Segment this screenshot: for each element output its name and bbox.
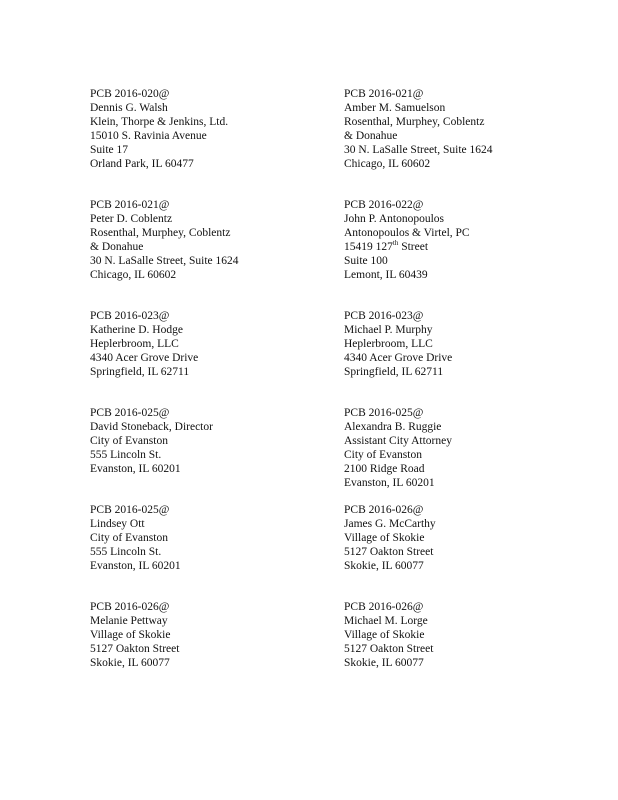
address-block-lorge: [344, 601, 584, 671]
organization: Rosenthal, Murphey, Coblentz: [90, 226, 231, 239]
city-state-zip: Skokie, IL 60077: [344, 559, 424, 572]
organization: Antonopoulos & Virtel, PC: [344, 226, 470, 239]
address-block-murphy: [344, 310, 584, 380]
address-block-hodge: [90, 310, 330, 380]
street-address: 555 Lincoln St.: [90, 448, 162, 461]
street-address: 4340 Acer Grove Drive: [344, 351, 453, 364]
recipient-name: Katherine D. Hodge: [90, 323, 183, 336]
street-address: 30 N. LaSalle Street, Suite 1624: [90, 254, 239, 267]
city-state-zip: Orland Park, IL 60477: [90, 157, 194, 170]
address-block-stoneback: [90, 407, 330, 477]
city-state-zip: Evanston, IL 60201: [90, 559, 181, 572]
case-number: PCB 2016-026@: [90, 601, 170, 613]
street-address: [344, 238, 584, 255]
address-block-ott: [90, 504, 330, 574]
city-state-zip: Chicago, IL 60602: [344, 157, 431, 170]
case-number: PCB 2016-026@: [344, 601, 424, 613]
street-address: 2100 Ridge Road: [344, 462, 425, 475]
organization: City of Evanston: [344, 448, 422, 461]
city-state-zip: Lemont, IL 60439: [344, 268, 428, 281]
organization: City of Evanston: [90, 434, 168, 447]
street-address: 555 Lincoln St.: [90, 545, 162, 558]
recipient-name: Alexandra B. Ruggie: [344, 420, 442, 433]
case-number: PCB 2016-020@: [90, 88, 170, 100]
recipient-name: Melanie Pettway: [90, 614, 168, 627]
street-address: 5127 Oakton Street: [90, 642, 180, 655]
address-block-ruggie: [344, 407, 584, 490]
case-number: PCB 2016-026@: [344, 504, 424, 516]
city-state-zip: Skokie, IL 60077: [344, 656, 424, 669]
street-address: 15010 S. Ravinia Avenue: [90, 129, 207, 142]
address-block-walsh: [90, 88, 330, 171]
street-address: 5127 Oakton Street: [344, 545, 434, 558]
organization: Klein, Thorpe & Jenkins, Ltd.: [90, 115, 229, 128]
organization: Heplerbroom, LLC: [344, 337, 433, 350]
address-block-antonopoulos: [344, 199, 584, 282]
city-state-zip: Evanston, IL 60201: [344, 476, 435, 489]
street-address: 30 N. LaSalle Street, Suite 1624: [344, 143, 493, 156]
city-state-zip: Evanston, IL 60201: [90, 462, 181, 475]
recipient-name: James G. McCarthy: [344, 517, 436, 530]
organization: Village of Skokie: [344, 628, 425, 641]
case-number: PCB 2016-025@: [344, 407, 424, 419]
organization: Heplerbroom, LLC: [90, 337, 179, 350]
recipient-name: Lindsey Ott: [90, 517, 145, 530]
organization: Village of Skokie: [90, 628, 171, 641]
case-number: PCB 2016-021@: [344, 88, 424, 100]
address-block-pettway: [90, 601, 330, 671]
case-number: PCB 2016-025@: [90, 504, 170, 516]
street-type: Street: [398, 240, 429, 253]
street-address: 5127 Oakton Street: [344, 642, 434, 655]
address-block-samuelson: [344, 88, 584, 171]
case-number: PCB 2016-023@: [90, 310, 170, 322]
street-number: 15419 127: [344, 240, 393, 253]
organization-continued: & Donahue: [90, 240, 144, 253]
recipient-title: Assistant City Attorney: [344, 434, 452, 447]
city-state-zip: Springfield, IL 62711: [344, 365, 444, 378]
city-state-zip: Skokie, IL 60077: [90, 656, 170, 669]
organization: Rosenthal, Murphey, Coblentz: [344, 115, 485, 128]
city-state-zip: Springfield, IL 62711: [90, 365, 190, 378]
suite: Suite 17: [90, 143, 129, 156]
city-state-zip: Chicago, IL 60602: [90, 268, 177, 281]
address-block-coblentz: [90, 199, 330, 282]
address-block-mccarthy: [344, 504, 584, 574]
ordinal-suffix: th: [392, 238, 399, 247]
case-number: PCB 2016-021@: [90, 199, 170, 211]
street-address: 4340 Acer Grove Drive: [90, 351, 199, 364]
recipient-name: Michael P. Murphy: [344, 323, 433, 336]
case-number: PCB 2016-022@: [344, 199, 424, 211]
case-number: PCB 2016-025@: [90, 407, 170, 419]
recipient-name: Dennis G. Walsh: [90, 101, 168, 114]
recipient-name: Michael M. Lorge: [344, 614, 428, 627]
organization: City of Evanston: [90, 531, 168, 544]
suite: Suite 100: [344, 254, 388, 267]
organization: Village of Skokie: [344, 531, 425, 544]
case-number: PCB 2016-023@: [344, 310, 424, 322]
recipient-name: John P. Antonopoulos: [344, 212, 445, 225]
recipient-name: Amber M. Samuelson: [344, 101, 446, 114]
recipient-name: David Stoneback, Director: [90, 420, 213, 433]
recipient-name: Peter D. Coblentz: [90, 212, 173, 225]
organization-continued: & Donahue: [344, 129, 398, 142]
